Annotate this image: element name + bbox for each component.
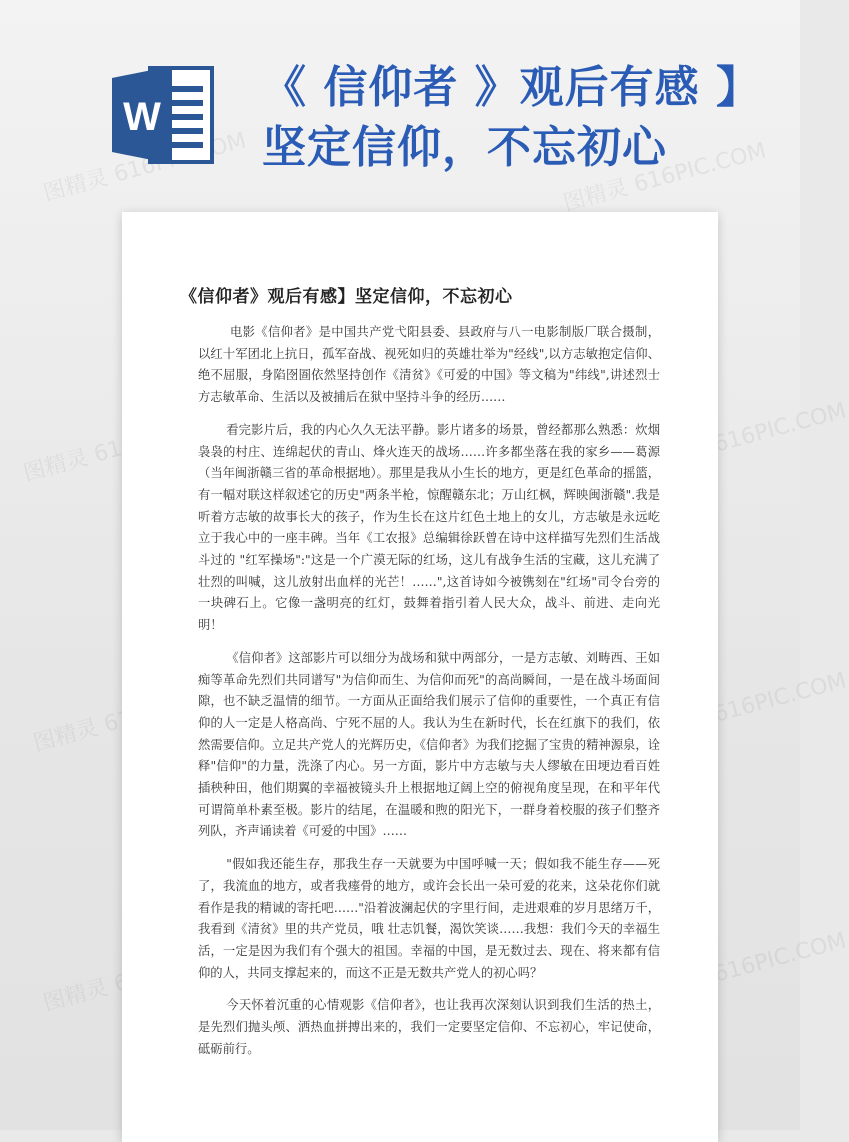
- document-page: [122, 212, 718, 1142]
- word-document-icon: [108, 60, 218, 170]
- paragraph: 《信仰者》这部影片可以细分为战场和狱中两部分，一是方志敏、刘畴西、王如痴等革命先烈们共同谱写"为信仰而生、为信仰而死"的高尚瞬间，一是在战斗场面间隙，也不缺乏温情的细节。一方面从正面给我们展示了信仰的重要性，一个真正有信仰的人一定是人格高尚、宁死不屈的人。我认为生在新时代，长在红旗下的我们，依然需要信仰。立足共产党人的光辉历史，《信仰者》为我们挖掘了宝贵的精神源泉，诠释"信仰"的力量，洗涤了内心。另一方面，影片中方志敏与夫人缪敏在田埂边看百姓插秧种田，他们期翼的幸福被镜头升上根据地辽阔上空的俯视角度呈现，在和平年代可谓简单朴素至极。影片的结尾，在温暖和煦的阳光下，一群身着校服的孩子们整齐列队，齐声诵读着《可爱的中国》……: [198, 650, 660, 839]
- header-title-line-1: 《 信仰者 》观后有感 】: [262, 62, 761, 113]
- header: [0, 0, 800, 205]
- word-icon-letter: W: [123, 95, 161, 139]
- document-body: [198, 322, 660, 1072]
- paragraph: 看完影片后，我的内心久久无法平静。影片诸多的场景，曾经都那么熟悉：炊烟袅袅的村庄、连绵起伏的青山、烽火连天的战场……许多都坐落在我的家乡——葛源（当年闽浙赣三省的革命根据地）。那里是我从小生长的地方，更是红色革命的摇篮，有一幅对联这样叙述它的历史"两条半枪，惊醒赣东北；万山红枫，辉映闽浙赣".我是听着方志敏的故事长大的孩子，作为生长在这片红色土地上的女儿，方志敏是永远屹立于我心中的一座丰碑。当年《工农报》总编辑徐跃曾在诗中这样描写先烈们生活战斗过的 "红军操场":"这是一个广漠无际的红场，这儿有战争生活的宝藏，这儿充满了壮烈的叫喊，这儿放射出血样的光芒！……",这首诗如今被镌刻在"红场"司令台旁的一块碑石上。它像一盏明亮的红灯，鼓舞着指引着人民大众，战斗、前进、走向光明！: [198, 422, 660, 633]
- paragraph: 今天怀着沉重的心情观影《信仰者》，也让我再次深刻认识到我们生活的热土，是先烈们抛头颅、洒热血拼搏出来的，我们一定要坚定信仰、不忘初心，牢记使命，砥砺前行。: [198, 998, 660, 1056]
- document-title: 《信仰者》观后有感】坚定信仰，不忘初心: [180, 287, 513, 307]
- paragraph: 电影《信仰者》是中国共产党弋阳县委、县政府与八一电影制版厂联合摄制，以红十军团北上抗日，孤军奋战、视死如归的英雄壮举为"经线",以方志敏抱定信仰、绝不屈服，身陷囹圄依然坚持创作《清贫》《可爱的中国》等文稿为"纬线",讲述烈士方志敏革命、生活以及被捕后在狱中坚持斗争的经历……: [198, 325, 660, 405]
- paragraph: "假如我还能生存，那我生存一天就要为中国呼喊一天；假如我不能生存——死了，我流血的地方，或者我瘗骨的地方，或许会长出一朵可爱的花来，这朵花你们就看作是我的精诚的寄托吧……"沿着波澜起伏的字里行间，走进艰难的岁月思绪万千，我看到《清贫》里的共产党员，哦 壮志饥餐，渴饮笑谈……我想：我们今天的幸福生活，一定是因为我们有个强大的祖国。幸福的中国，是无数过去、现在、将来都有信仰的人，共同支撑起来的，而这不正是无数共产党人的初心吗？: [198, 857, 660, 980]
- header-title-line-2: 坚定信仰，不忘初心: [262, 122, 667, 173]
- header-title: [262, 58, 782, 178]
